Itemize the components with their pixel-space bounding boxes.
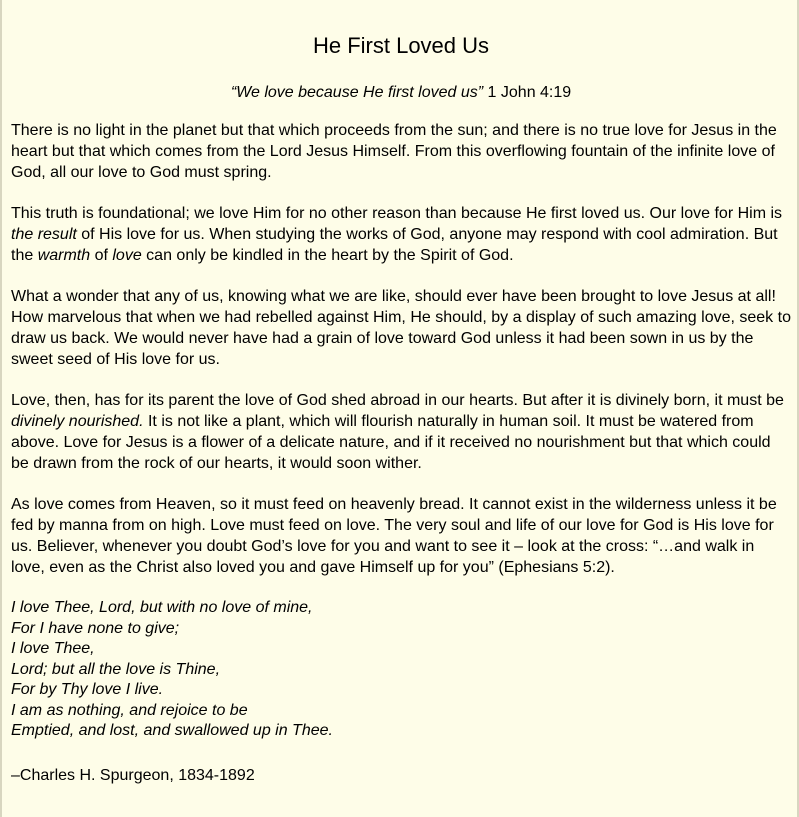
left-border: [0, 0, 2, 817]
paragraph-3: What a wonder that any of us, knowing what we are like, should ever have been brought to love Jesus at all! How marvelous that when we had rebelled against Him, He should, by a display of such amazing love, seek to draw us back. We would never have had a grain of love toward God unless it had been sown in us by the sweet seed of His love for us.: [11, 288, 791, 368]
poem-line: Lord; but all the love is Thine,: [11, 660, 221, 678]
paragraph-2: [11, 203, 791, 266]
verse-quote: “We love because He first loved us”: [230, 84, 484, 101]
paragraph-2-text-a: This truth is foundational; we love Him for no other reason than because He first loved us. Our love for Him is: [11, 205, 783, 222]
paragraph-2-emphasis-love: love: [112, 247, 142, 264]
paragraph-5: As love comes from Heaven, so it must feed on heavenly bread. It cannot exist in the wilderness unless it be fed by manna from on high. Love must feed on love. The very soul and life of our love for God is His love for us. Believer, whenever you doubt God’s love for you and want to see it – look at the cross: “…and walk in love, even as the Christ also loved you and gave Himself up for you” (Ephesians 5:2).: [11, 496, 777, 576]
paragraph-4-text-a: Love, then, has for its parent the love of God shed abroad in our hearts. But after it is divinely born, it must be: [11, 392, 784, 409]
paragraph-2-text-e: of: [90, 247, 113, 264]
verse-reference: 1 John 4:19: [487, 84, 572, 101]
paragraph-2-emphasis-result: the result: [11, 226, 77, 243]
signature: –Charles H. Spurgeon, 1834-1892: [11, 766, 255, 784]
paragraph-4-text-c: It is not like a plant, which will flourish naturally in human soil. It must be watered from above. Love for Jesus is a flower of a delicate nature, and if it received no nourishment but that which could be drawn from the rock of our hearts, it would soon wither.: [11, 413, 771, 472]
paragraph-2-text-g: can only be kindled in the heart by the Spirit of God.: [141, 247, 514, 264]
poem-line: For I have none to give;: [11, 619, 180, 637]
poem: [11, 598, 791, 742]
page-title: He First Loved Us: [312, 33, 490, 58]
paragraph-4-emphasis-nourished: divinely nourished.: [11, 413, 144, 430]
scripture-verse: [11, 82, 791, 104]
article: [11, 30, 791, 786]
paragraph-2-emphasis-warmth: warmth: [37, 247, 91, 264]
paragraph-2-text-c: of His love for us. When studying the works of God, anyone may respond with cool admiration. But the: [11, 226, 778, 264]
poem-line: I love Thee,: [11, 640, 95, 657]
poem-line: For by Thy love I live.: [11, 681, 164, 698]
poem-line: I love Thee, Lord, but with no love of mine,: [11, 599, 313, 616]
paragraph-1: There is no light in the planet but that which proceeds from the sun; and there is no true love for Jesus in the heart but that which comes from the Lord Jesus Himself. From this overflowing fountain of the infinite love of God, all our love to God must spring.: [11, 122, 777, 181]
paragraph-4: [11, 390, 791, 474]
poem-line: Emptied, and lost, and swallowed up in Thee.: [11, 722, 333, 739]
poem-line: I am as nothing, and rejoice to be: [11, 701, 248, 719]
